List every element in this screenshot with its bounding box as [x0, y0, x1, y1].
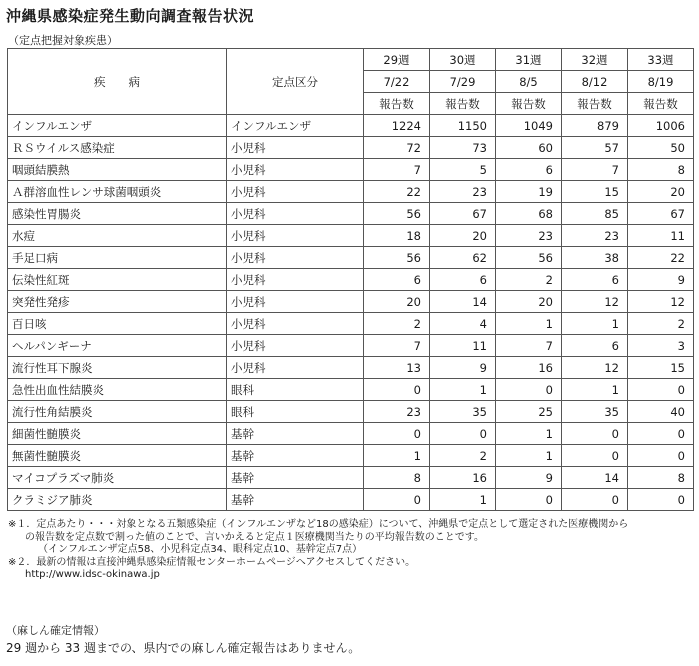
report-count-cell: 1	[364, 445, 430, 467]
report-count-cell: 9	[628, 269, 694, 291]
report-count-cell: 8	[364, 467, 430, 489]
table-row	[8, 467, 694, 489]
date-header: 8/5	[496, 71, 562, 93]
disease-name-cell: インフルエンザ	[8, 115, 227, 137]
disease-name-cell: 無菌性髄膜炎	[8, 445, 227, 467]
report-count-cell: 2	[496, 269, 562, 291]
report-count-cell: 0	[364, 489, 430, 511]
report-count-header: 報告数	[364, 93, 430, 115]
table-row	[8, 313, 694, 335]
report-count-cell: 7	[364, 159, 430, 181]
report-count-header: 報告数	[562, 93, 628, 115]
table-row	[8, 247, 694, 269]
category-cell: 眼科	[227, 401, 364, 423]
date-header: 8/19	[628, 71, 694, 93]
table-row	[8, 181, 694, 203]
category-cell: 眼科	[227, 379, 364, 401]
info-center-url: http://www.idsc-okinawa.jp	[25, 569, 160, 580]
disease-name-cell: クラミジア肺炎	[8, 489, 227, 511]
report-count-cell: 56	[364, 203, 430, 225]
disease-name-cell: 百日咳	[8, 313, 227, 335]
table-body	[8, 115, 694, 511]
footnote-1-line: ※１．定点あたり・・・対象となる五類感染症（インフルエンザなど18の感染症）について、沖縄県で定点として選定された医療機関から	[8, 519, 629, 530]
report-count-cell: 15	[562, 181, 628, 203]
report-count-cell: 62	[430, 247, 496, 269]
date-header: 8/12	[562, 71, 628, 93]
week-header: 30週	[430, 49, 496, 71]
report-count-cell: 72	[364, 137, 430, 159]
report-count-cell: 23	[430, 181, 496, 203]
report-count-cell: 14	[562, 467, 628, 489]
report-count-cell: 35	[562, 401, 628, 423]
report-count-cell: 57	[562, 137, 628, 159]
footnotes	[8, 519, 628, 582]
category-cell: 基幹	[227, 467, 364, 489]
report-count-cell: 68	[496, 203, 562, 225]
report-count-cell: 6	[496, 159, 562, 181]
report-count-cell: 0	[562, 423, 628, 445]
report-count-cell: 0	[628, 423, 694, 445]
report-count-cell: 56	[364, 247, 430, 269]
disease-name-cell: 水痘	[8, 225, 227, 247]
category-cell: インフルエンザ	[227, 115, 364, 137]
footnote-1-line: の報告数を定点数で割った値のことで、言いかえると定点１医療機関当たりの平均報告数のことです。	[25, 531, 484, 543]
disease-column-header: 疾 病	[8, 49, 227, 115]
report-count-cell: 1224	[364, 115, 430, 137]
report-count-cell: 25	[496, 401, 562, 423]
disease-name-cell: 咽頭結膜熱	[8, 159, 227, 181]
report-count-cell: 14	[430, 291, 496, 313]
table-row	[8, 291, 694, 313]
report-count-cell: 879	[562, 115, 628, 137]
report-count-header: 報告数	[628, 93, 694, 115]
disease-name-cell: ＲＳウイルス感染症	[8, 137, 227, 159]
report-count-cell: 16	[430, 467, 496, 489]
report-count-cell: 6	[562, 335, 628, 357]
disease-name-cell: 手足口病	[8, 247, 227, 269]
report-count-cell: 5	[430, 159, 496, 181]
report-count-cell: 23	[562, 225, 628, 247]
report-count-cell: 1	[430, 379, 496, 401]
footnote-2-line: ※２．最新の情報は直接沖縄県感染症情報センターホームページへアクセスしてください。	[8, 556, 416, 568]
report-count-cell: 0	[628, 445, 694, 467]
report-count-cell: 18	[364, 225, 430, 247]
report-count-cell: 6	[562, 269, 628, 291]
category-cell: 小児科	[227, 225, 364, 247]
report-count-cell: 35	[430, 401, 496, 423]
report-count-cell: 85	[562, 203, 628, 225]
table-row	[8, 115, 694, 137]
table-row	[8, 269, 694, 291]
week-header: 33週	[628, 49, 694, 71]
category-cell: 小児科	[227, 181, 364, 203]
table-row	[8, 203, 694, 225]
report-count-cell: 60	[496, 137, 562, 159]
report-count-cell: 12	[562, 291, 628, 313]
report-count-cell: 19	[496, 181, 562, 203]
table-row	[8, 379, 694, 401]
category-cell: 小児科	[227, 247, 364, 269]
report-count-cell: 56	[496, 247, 562, 269]
report-count-cell: 23	[364, 401, 430, 423]
report-count-cell: 1	[562, 313, 628, 335]
week-header: 31週	[496, 49, 562, 71]
report-count-cell: 7	[562, 159, 628, 181]
disease-name-cell: マイコプラズマ肺炎	[8, 467, 227, 489]
report-count-cell: 0	[562, 489, 628, 511]
disease-name-cell: Ａ群溶血性レンサ球菌咽頭炎	[8, 181, 227, 203]
table-row	[8, 225, 694, 247]
report-count-cell: 2	[430, 445, 496, 467]
report-count-cell: 9	[430, 357, 496, 379]
report-count-cell: 0	[628, 489, 694, 511]
category-cell: 小児科	[227, 357, 364, 379]
report-count-cell: 1	[562, 379, 628, 401]
report-count-cell: 20	[496, 291, 562, 313]
disease-name-cell: 流行性角結膜炎	[8, 401, 227, 423]
report-count-cell: 73	[430, 137, 496, 159]
report-count-cell: 1	[496, 313, 562, 335]
report-count-cell: 16	[496, 357, 562, 379]
report-count-cell: 1	[430, 489, 496, 511]
category-cell: 小児科	[227, 203, 364, 225]
report-count-cell: 22	[628, 247, 694, 269]
table-row	[8, 159, 694, 181]
date-header: 7/29	[430, 71, 496, 93]
report-count-cell: 1049	[496, 115, 562, 137]
report-count-cell: 0	[364, 379, 430, 401]
disease-name-cell: ヘルパンギーナ	[8, 335, 227, 357]
report-count-cell: 0	[430, 423, 496, 445]
table-row	[8, 401, 694, 423]
category-cell: 小児科	[227, 291, 364, 313]
category-cell: 基幹	[227, 423, 364, 445]
category-cell: 小児科	[227, 137, 364, 159]
report-count-cell: 7	[364, 335, 430, 357]
category-cell: 小児科	[227, 269, 364, 291]
report-count-cell: 2	[628, 313, 694, 335]
measles-heading: （麻しん確定情報）	[6, 624, 105, 637]
report-count-cell: 6	[430, 269, 496, 291]
report-count-cell: 9	[496, 467, 562, 489]
report-count-cell: 50	[628, 137, 694, 159]
category-cell: 基幹	[227, 489, 364, 511]
disease-name-cell: 流行性耳下腺炎	[8, 357, 227, 379]
report-count-cell: 20	[628, 181, 694, 203]
report-count-header: 報告数	[496, 93, 562, 115]
report-count-cell: 38	[562, 247, 628, 269]
report-count-cell: 0	[496, 379, 562, 401]
measles-statement: 29 週から 33 週までの、県内での麻しん確定報告はありません。	[6, 641, 361, 655]
report-count-cell: 13	[364, 357, 430, 379]
disease-name-cell: 急性出血性結膜炎	[8, 379, 227, 401]
week-header: 29週	[364, 49, 430, 71]
report-count-cell: 7	[496, 335, 562, 357]
report-count-cell: 40	[628, 401, 694, 423]
report-count-cell: 67	[628, 203, 694, 225]
report-count-cell: 15	[628, 357, 694, 379]
surveillance-table	[7, 48, 694, 511]
report-count-cell: 67	[430, 203, 496, 225]
report-count-cell: 0	[628, 379, 694, 401]
disease-name-cell: 突発性発疹	[8, 291, 227, 313]
category-cell: 小児科	[227, 313, 364, 335]
category-cell: 小児科	[227, 159, 364, 181]
table-row	[8, 489, 694, 511]
report-count-cell: 3	[628, 335, 694, 357]
report-count-cell: 8	[628, 159, 694, 181]
report-count-cell: 11	[628, 225, 694, 247]
date-header: 7/22	[364, 71, 430, 93]
report-count-cell: 1150	[430, 115, 496, 137]
table-row	[8, 137, 694, 159]
table-row	[8, 423, 694, 445]
page-subtitle: （定点把握対象疾患）	[8, 34, 118, 47]
report-count-cell: 2	[364, 313, 430, 335]
report-count-cell: 23	[496, 225, 562, 247]
report-count-cell: 1	[496, 445, 562, 467]
report-count-cell: 1	[496, 423, 562, 445]
footnote-1-line: （インフルエンザ定点58、小児科定点34、眼科定点10、基幹定点7点）	[38, 544, 363, 555]
report-count-header: 報告数	[430, 93, 496, 115]
table-row	[8, 335, 694, 357]
report-count-cell: 12	[628, 291, 694, 313]
report-count-cell: 0	[562, 445, 628, 467]
table-row	[8, 445, 694, 467]
week-header: 32週	[562, 49, 628, 71]
table-header	[8, 49, 694, 115]
report-count-cell: 0	[496, 489, 562, 511]
report-count-cell: 6	[364, 269, 430, 291]
table-row	[8, 357, 694, 379]
report-count-cell: 0	[364, 423, 430, 445]
category-cell: 基幹	[227, 445, 364, 467]
report-count-cell: 11	[430, 335, 496, 357]
report-count-cell: 12	[562, 357, 628, 379]
report-count-cell: 4	[430, 313, 496, 335]
page-title: 沖縄県感染症発生動向調査報告状況	[6, 7, 255, 25]
disease-name-cell: 感染性胃腸炎	[8, 203, 227, 225]
report-count-cell: 8	[628, 467, 694, 489]
report-count-cell: 1006	[628, 115, 694, 137]
category-cell: 小児科	[227, 335, 364, 357]
report-count-cell: 20	[364, 291, 430, 313]
disease-name-cell: 細菌性髄膜炎	[8, 423, 227, 445]
disease-name-cell: 伝染性紅斑	[8, 269, 227, 291]
category-column-header: 定点区分	[227, 49, 364, 115]
report-count-cell: 22	[364, 181, 430, 203]
report-count-cell: 20	[430, 225, 496, 247]
